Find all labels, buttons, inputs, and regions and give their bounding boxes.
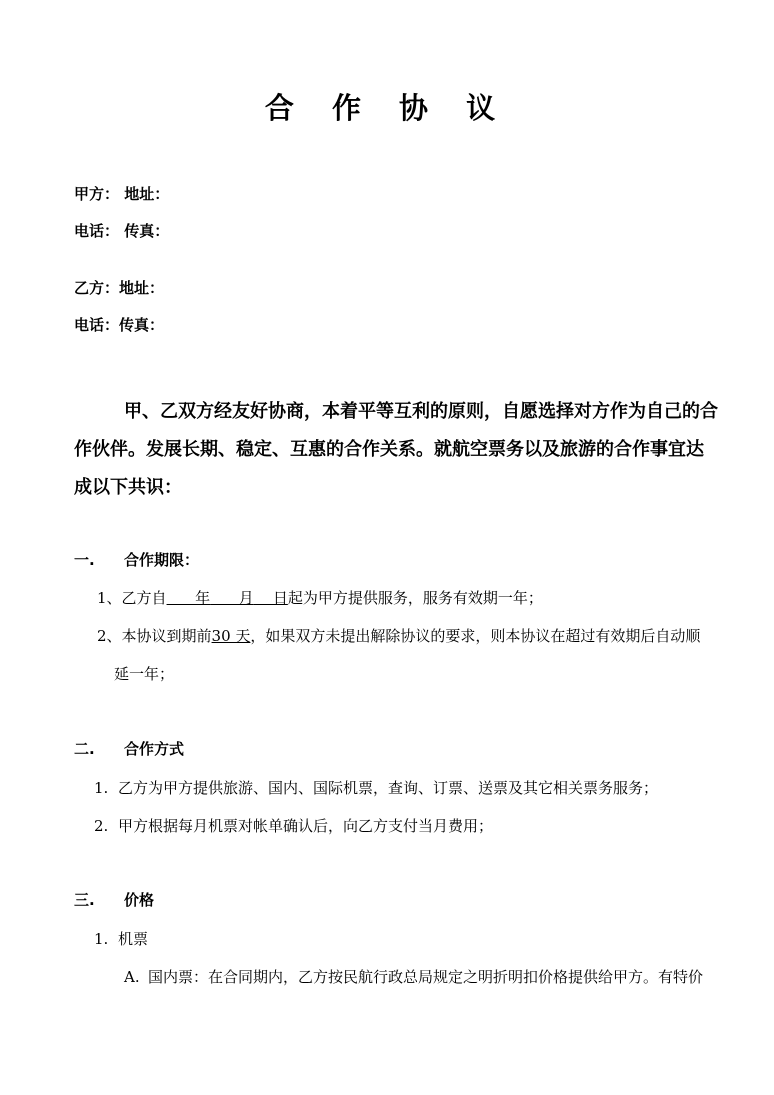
item-2-suffix: ，如果双方未提出解除协议的要求，则本协议在超过有效期后自动顺: [250, 627, 701, 645]
item-1-suffix: 起为甲方提供服务，服务有效期一年；: [287, 589, 543, 607]
days-value: 30 天: [211, 627, 251, 645]
day-blank: 日: [253, 589, 288, 607]
list-number: 1.: [94, 930, 109, 948]
section-1-item-1: [97, 587, 543, 608]
list-text: 国内票：在合同期内，乙方按民航行政总局规定之明折明扣价格提供给甲方。有特价: [148, 968, 704, 986]
document-title: 合 作 协 议: [264, 91, 510, 125]
intro-line-2: 作伙伴。发展长期、稳定、互惠的合作关系。就航空票务以及旅游的合作事宜达: [74, 439, 704, 460]
list-text: 机票: [118, 930, 149, 948]
list-number: 2.: [94, 817, 109, 835]
month-blank: 月: [210, 589, 254, 607]
list-number: 1.: [94, 779, 109, 797]
party-b-phone-fax: 电话：传真：: [74, 316, 165, 334]
intro-line-1: 甲、乙双方经友好协商，本着平等互利的原则，自愿选择对方作为自己的合: [124, 401, 718, 422]
section-2-item-2: [94, 815, 493, 836]
section-1-item-2-cont: 延一年；: [114, 665, 175, 683]
list-label: A.: [124, 968, 140, 986]
section-1-item-2: [97, 625, 700, 646]
list-text: 甲方根据每月机票对帐单确认后，向乙方支付当月费用；: [118, 817, 494, 835]
section-3-sub-1: [94, 928, 148, 949]
section-2-item-1: [94, 777, 658, 798]
section-2-heading: 合作方式: [124, 740, 185, 758]
item-1-prefix: 1、乙方自: [97, 589, 167, 607]
item-2-prefix: 2、本协议到期前: [97, 627, 212, 645]
section-1-number: 一.: [74, 551, 95, 569]
list-text: 乙方为甲方提供旅游、国内、国际机票，查询、订票、送票及其它相关票务服务；: [118, 779, 659, 797]
section-2-number: 二.: [74, 740, 95, 758]
party-b-address: 乙方：地址：: [74, 279, 165, 297]
section-1-heading: 合作期限：: [124, 551, 200, 569]
section-3-heading: 价格: [124, 891, 155, 909]
party-a-address: 甲方： 地址：: [74, 185, 170, 203]
section-3-number: 三.: [74, 891, 95, 909]
year-blank: 年: [166, 589, 211, 607]
party-a-phone-fax: 电话： 传真：: [74, 222, 170, 240]
intro-line-3: 成以下共识：: [74, 477, 182, 498]
section-3-sub-a: [124, 966, 703, 987]
